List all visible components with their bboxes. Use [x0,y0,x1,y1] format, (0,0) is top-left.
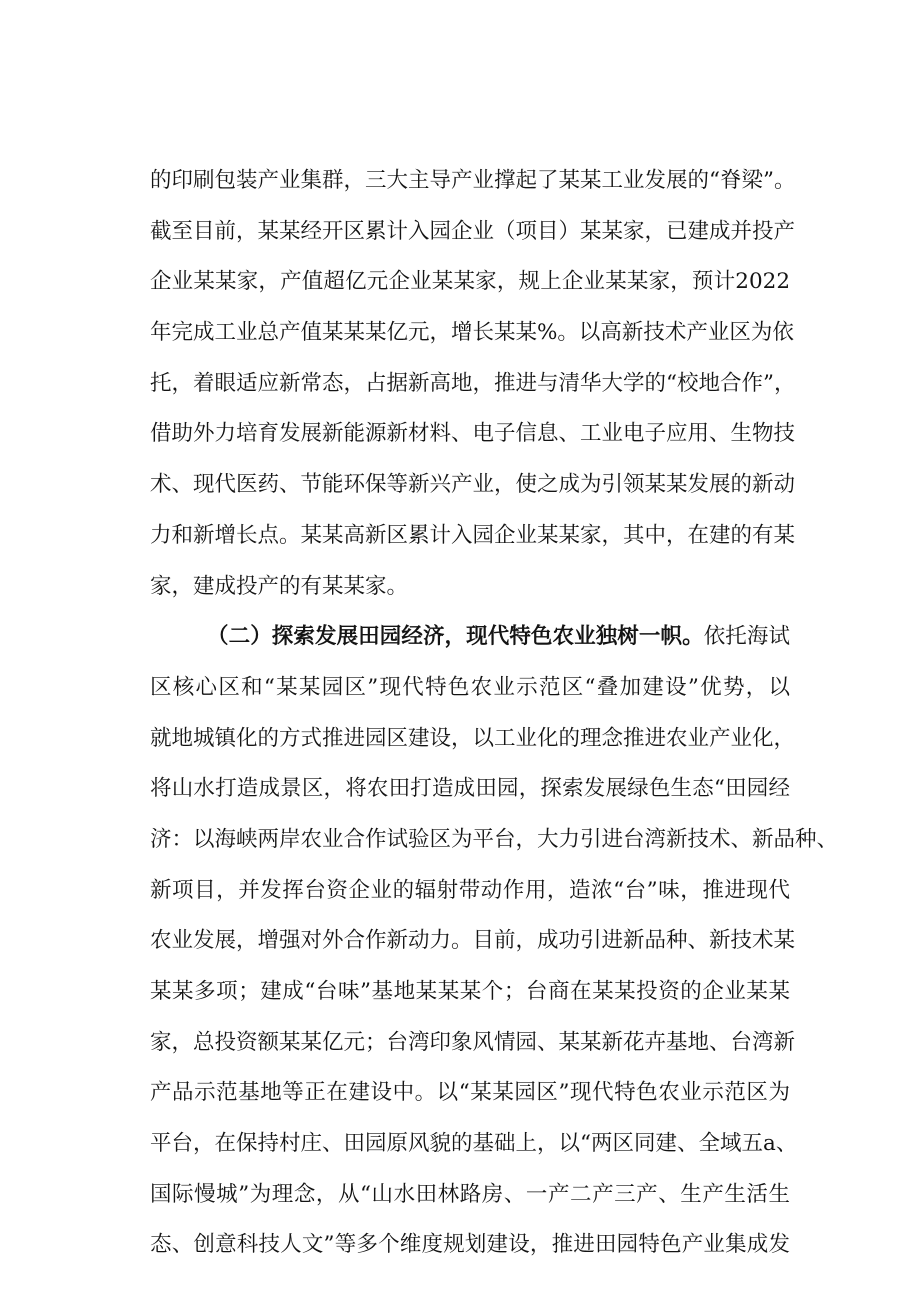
text-line: 某某多项；建成“台味”基地某某某个；台商在某某投资的企业某某 [150,979,790,1004]
text-line: 将山水打造成景区，将农田打造成田园，探索发展绿色生态“田园经 [150,776,790,802]
text-line: 就地城镇化的方式推进园区建设，以工业化的理念推进农业产业化， [150,725,796,751]
paragraph-2-first-line [150,612,790,663]
document-body [150,156,839,1271]
text-line: 截至目前，某某经开区累计入园企业（项目）某某家，已建成并投产 [150,218,796,244]
text-line: 年完成工业总产值某某某亿元，增长某某%。以高新技术产业区为依 [150,320,794,346]
paragraph-1 [150,156,796,612]
text-line: 术、现代医药、节能环保等新兴产业，使之成为引领某某发展的新动 [150,472,796,498]
text-line: 力和新增长点。某某高新区累计入园企业某某家，其中，在建的有某 [150,522,796,548]
paragraph-2 [150,612,839,1271]
text-line: 区核心区和“某某园区”现代特色农业示范区“叠加建设”优势，以 [150,674,790,700]
text-line: 家，总投资额某某亿元；台湾印象风情园、某某新花卉基地、台湾新 [150,1029,796,1055]
text-line: 新项目，并发挥台资企业的辐射带动作用，造浓“台”味，推进现代 [150,877,790,903]
text-line: 家，建成投产的有某某家。 [150,573,409,599]
text-line: 平台，在保持村庄、田园原风貌的基础上，以“两区同建、全域五a、 [150,1131,798,1157]
text-line: 态、创意科技人文”等多个维度规划建设，推进田园特色产业集成发 [150,1232,790,1258]
heading-continuation: 依托海试 [703,624,790,650]
text-line: 产品示范基地等正在建设中。以“某某园区”现代特色农业示范区为 [150,1080,790,1106]
section-heading: （二）探索发展田园经济，现代特色农业独树一帜。 [207,624,704,650]
text-line: 企业某某家，产值超亿元企业某某家，规上企业某某家，预计2022 [150,269,790,295]
text-line: 托，着眼适应新常态，占据新高地，推进与清华大学的“校地合作”， [150,370,796,396]
text-line: 济：以海峡两岸农业合作试验区为平台，大力引进台湾新技术、新品种、 [150,826,839,852]
text-line: 的印刷包装产业集群，三大主导产业撑起了某某工业发展的“脊梁”。 [150,168,796,193]
text-line: 国际慢城”为理念，从“山水田林路房、一产二产三产、生产生活生 [150,1181,790,1207]
text-line: 借助外力培育发展新能源新材料、电子信息、工业电子应用、生物技 [150,421,796,447]
text-line: 农业发展，增强对外合作新动力。目前，成功引进新品种、新技术某 [150,928,796,954]
